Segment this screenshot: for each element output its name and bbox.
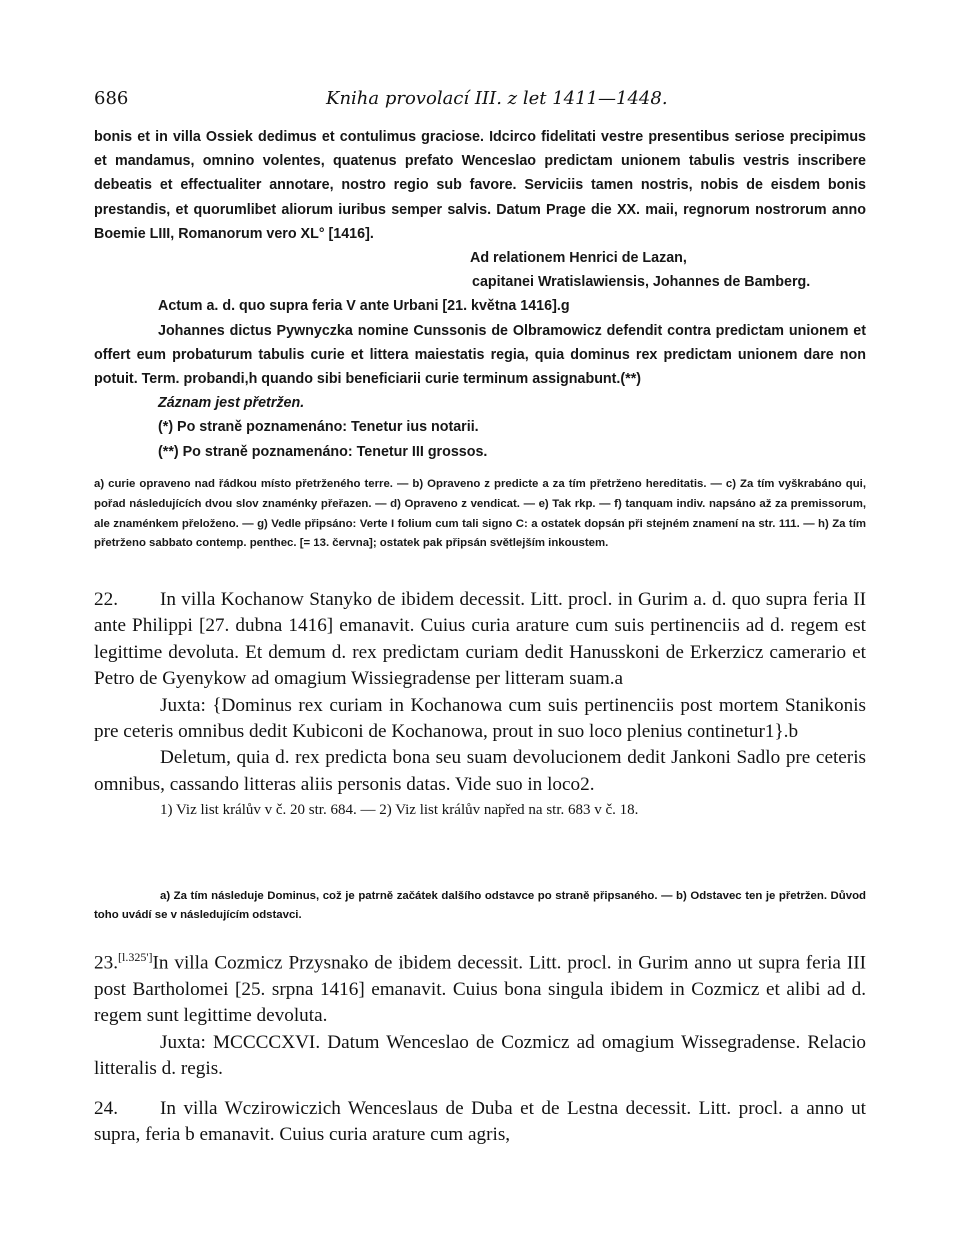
entry-23 <box>94 944 866 1082</box>
running-title: Kniha provolací III. z let 1411—1448. <box>326 88 668 109</box>
entry-22-references: 1) Viz list králův v č. 20 str. 684. — 2) Viz list králův napřed na str. 683 v č. 18. <box>160 802 639 819</box>
entry-number-23: 23. <box>94 952 118 974</box>
entry-24 <box>94 1096 866 1149</box>
margin-note-1: (*) Po straně poznamenáno: Tenetur ius notarii. <box>158 419 479 436</box>
defense-paragraph: Johannes dictus Pywnyczka nomine Cunssonis de Olbramowicz defendit contra predictam unionem et offert eum probaturum tabulis curie et littera maiestatis regia, quia dominus rex predictam unionem dare non potuit. Term. probandi,h quando sibi beneficiarii curie terminum assignabunt.(**) <box>94 322 866 388</box>
entry-22 <box>94 587 866 822</box>
entry-23-juxta: Juxta: MCCCCXVI. Datum Wenceslao de Cozmicz ad omagium Wissegradense. Relacio litteralis d. regis. <box>94 1031 866 1080</box>
charter-text: bonis et in villa Ossiek dedimus et contulimus graciose. Idcirco fidelitati vestre presentibus seriose precipimus et mandamus, omnino volentes, quatenus prefato Wenceslao predictam unionem tabulis vestris inscribere debeatis et effectualiter annotare, nostro regio sub favore. Serviciis tamen nostris, nobis de eisdem bonis prestandis, et quorumlibet aliorum iuribus semper salvis. Datum Prage die XX. maii, regnorum nostrorum anno Boemie LIII, Romanorum vero XL° [1416]. <box>94 129 866 242</box>
page-number: 686 <box>94 88 129 109</box>
record-note: Záznam jest přetržen. <box>158 395 305 412</box>
entry-number-24: 24. <box>94 1098 118 1119</box>
footnotes-text-1: a) curie opraveno nad řádkou místo přetrženého terre. — b) Opraveno z predicte a za tím přetrženo hereditatis. — c) Za tím vyškrabáno qui, pořad následujících dvou slov znaménky přeřazen. — d) Opraveno z vendicat. — e) Tak rkp. — f) tanquam indiv. napsáno až za premissorum, ale znaménkem přeloženo. — g) Vedle připsáno: Verte I folium cum tali signo C: a ostatek dopsán při stejném znamení na str. 111. — h) Za tím přetrženo sabbato contemp. penthec. [= 13. června]; ostatek pak připsán světlejším inkoustem. <box>94 478 866 550</box>
entry-22-deletum: Deletum, quia d. rex predicta bona seu suam devolucionem dedit Jankoni Sadlo pre ceteris omnibus, cassando litteras aliis personis datas. Vide suo in loco2. <box>94 747 866 795</box>
footnotes-text-2: a) Za tím následuje Dominus, což je patrně začátek dalšího odstavce po straně připsaného. — b) Odstavec ten je přetržen. Důvod toho uvádí se v následujícím odstavci. <box>94 890 866 922</box>
folio-mark: [l.325'] <box>117 950 153 964</box>
entry-number-22: 22. <box>94 589 118 610</box>
relation-line-1: Ad relationem Henrici de Lazan, <box>470 250 687 267</box>
page-header <box>94 88 864 110</box>
charter-block <box>94 125 866 464</box>
margin-note-2: (**) Po straně poznamenáno: Tenetur III grossos. <box>158 443 488 460</box>
entry-22-text: In villa Kochanow Stanyko de ibidem decessit. Litt. procl. in Gurim a. d. quo supra feria II ante Philippi [27. dubna 1416] emanavit. Cuius curia arature cum suis pertinenciis ad d. regem est legittime devoluta. Et demum d. rex predictam curiam dedit Hanusskoni de Erkerzicz camerario et Petro de Gyenykow ad omagium Wissiegradense per litteram suam.a <box>94 589 866 690</box>
footnotes-block-1 <box>94 475 866 554</box>
entry-22-juxta: Juxta: {Dominus rex curiam in Kochanowa cum suis pertinenciis post mortem Stanikonis pre ceteris omnibus dedit Kubiconi de Kochanowa, prout in suo loco plenius continetur1}.b <box>94 694 866 743</box>
footnotes-block-2 <box>94 887 866 926</box>
actum-line: Actum a. d. quo supra feria V ante Urbani [21. května 1416].g <box>158 298 570 315</box>
entry-24-text: In villa Wczirowiczich Wenceslaus de Duba et de Lestna decessit. Litt. procl. a anno ut supra, feria b emanavit. Cuius curia arature cum agris, <box>94 1098 866 1146</box>
relation-line-2: capitanei Wratislawiensis, Johannes de Bamberg. <box>472 274 811 291</box>
entry-23-text: In villa Cozmicz Przysnako de ibidem decessit. Litt. procl. in Gurim anno ut supra feria III post Bartholomei [25. srpna 1416] emanavit. Cuius bona singula ibidem in Cozmicz et alibi ad d. regem sunt legittime devoluta. <box>94 952 866 1027</box>
